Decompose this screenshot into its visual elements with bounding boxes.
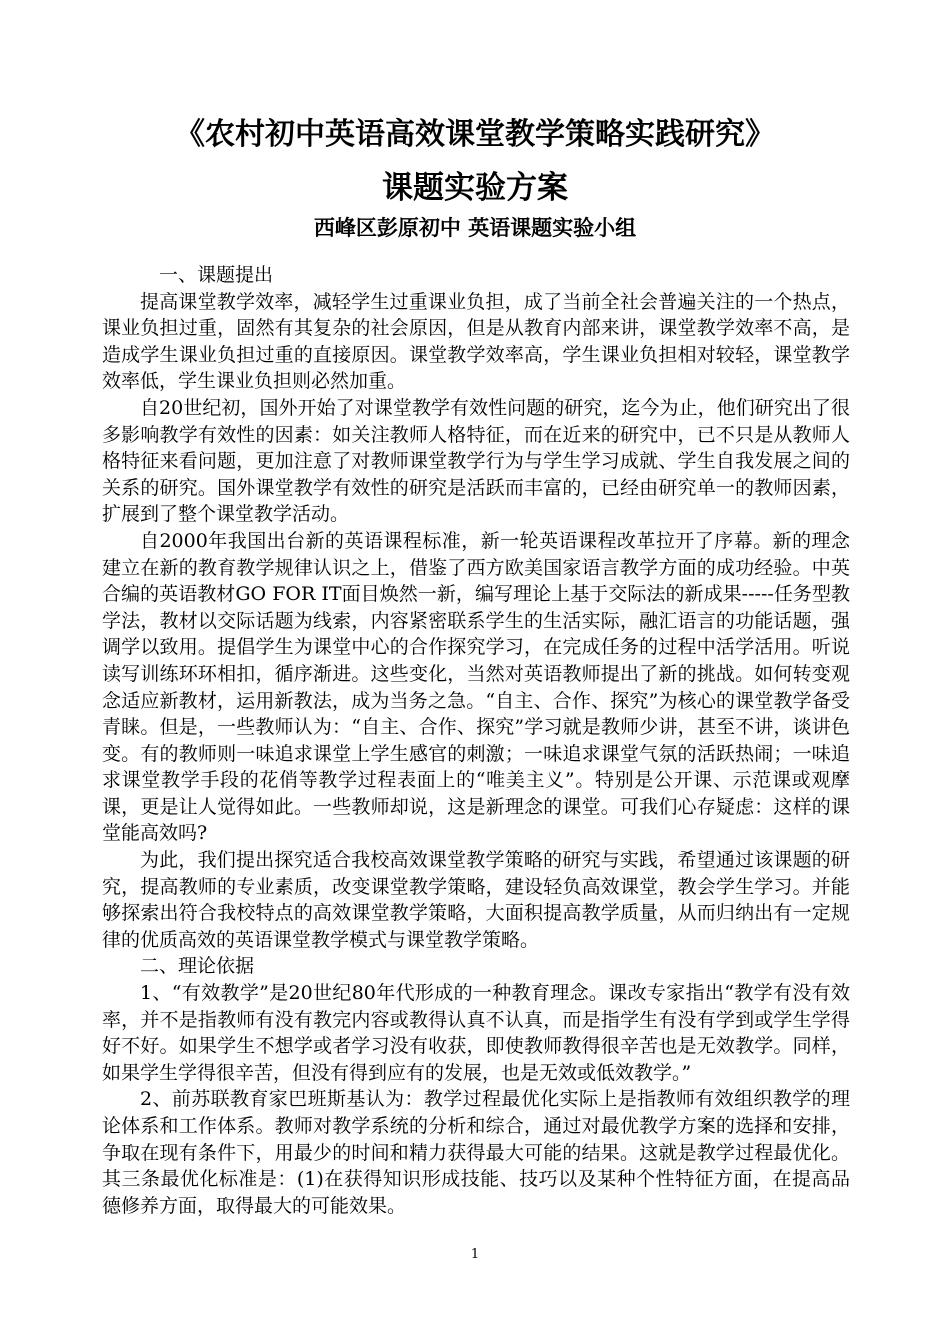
paragraph: 为此，我们提出探究适合我校高效课堂教学策略的研究与实践，希望通过该课题的研究，提高教师的专业素质，改变课堂教学策略，建设轻负高效课堂，教会学生学习。并能够探索出符合我校特点的高效课堂教学策略，大面积提高教学质量，从而归纳出有一定规律的优质高效的英语课堂教学模式与课堂教学策略。 <box>102 849 850 951</box>
page-number: 1 <box>470 1247 480 1262</box>
paragraph: 2、前苏联教育家巴班斯基认为：教学过程最优化实际上是指教师有效组织教学的理论体系和工作体系。教师对教学系统的分析和综合，通过对最优教学方案的选择和安排，争取在现有条件下，用最少的时间和精力获得最大可能的结果。这就是教学过程最优化。其三条最优化标准是：(1)在获得知识形成技能、技巧以及某种个性特征方面，在提高品德修养方面，取得最大的可能效果。 <box>102 1088 850 1217</box>
document-body <box>102 262 850 1219</box>
document-subtitle: 课题实验方案 <box>382 170 568 206</box>
section-heading-1: 一、课题提出 <box>159 264 274 286</box>
paragraph: 提高课堂教学效率，减轻学生过重课业负担，成了当前全社会普遍关注的一个热点，课业负担过重，固然有其复杂的社会原因，但是从教育内部来讲，课堂教学效率不高，是造成学生课业负担过重的直接原因。课堂教学效率高，学生课业负担相对较轻，课堂教学效率低，学生课业负担则必然加重。 <box>102 290 850 393</box>
author-group: 西峰区彭原初中 英语课题实验小组 <box>313 215 637 240</box>
section-heading-2: 二、理论依据 <box>140 955 255 978</box>
paragraph: 1、“有效教学”是20世纪80年代形成的一种教育理念。课改专家指出“教学有没有效率，并不是指教师有没有教完内容或教得认真不认真，而是指学生有没有学到或学生学得好不好。如果学生不想学或者学习没有收获，即使教师教得很辛苦也是无效教学。同样，如果学生学得很辛苦，但没有得到应有的发展，也是无效或低效教学。” <box>102 982 850 1084</box>
document-title: 《农村初中英语高效课堂教学策略实践研究》 <box>175 117 775 152</box>
paragraph: 自2000年我国出台新的英语课程标准，新一轮英语课程改革拉开了序幕。新的理念建立在新的教育教学规律认识之上，借鉴了西方欧美国家语言教学方面的成功经验。中英合编的英语教材GO FOR IT面目焕然一新，编写理论上基于交际法的新成果-----任务型教学法，教材以交际话题为线索，内容紧密联系学生的生活实际，融汇语言的功能话题，强调学以致用。提倡学生为课堂中心的合作探究学习，在完成任务的过程中活学活用。听说读写训练环环相扣，循序渐进。这些变化，当然对英语教师提出了新的挑战。如何转变观念适应新教材，运用新教法，成为当务之急。“自主、合作、探究”为核心的课堂教学备受青睐。但是，一些教师认为：“自主、合作、探究”学习就是教师少讲，甚至不讲，谈讲色变。有的教师则一味追求课堂上学生感官的刺激；一味追求课堂气氛的活跃热闹；一味追求课堂教学手段的花俏等教学过程表面上的“唯美主义”。特别是公开课、示范课或观摩课，更是让人觉得如此。一些教师却说，这是新理念的课堂。可我们心存疑虑：这样的课堂能高效吗? <box>102 529 850 845</box>
paragraph: 自20世纪初，国外开始了对课堂教学有效性问题的研究，迄今为止，他们研究出了很多影响教学有效性的因素：如关注教师人格特征，而在近来的研究中，已不只是从教师人格特征来看问题，更加注意了对教师课堂教学行为与学生学习成就、学生自我发展之间的关系的研究。国外课堂教学有效性的研究是活跃而丰富的，已经由研究单一的教师因素，扩展到了整个课堂教学活动。 <box>102 396 850 526</box>
